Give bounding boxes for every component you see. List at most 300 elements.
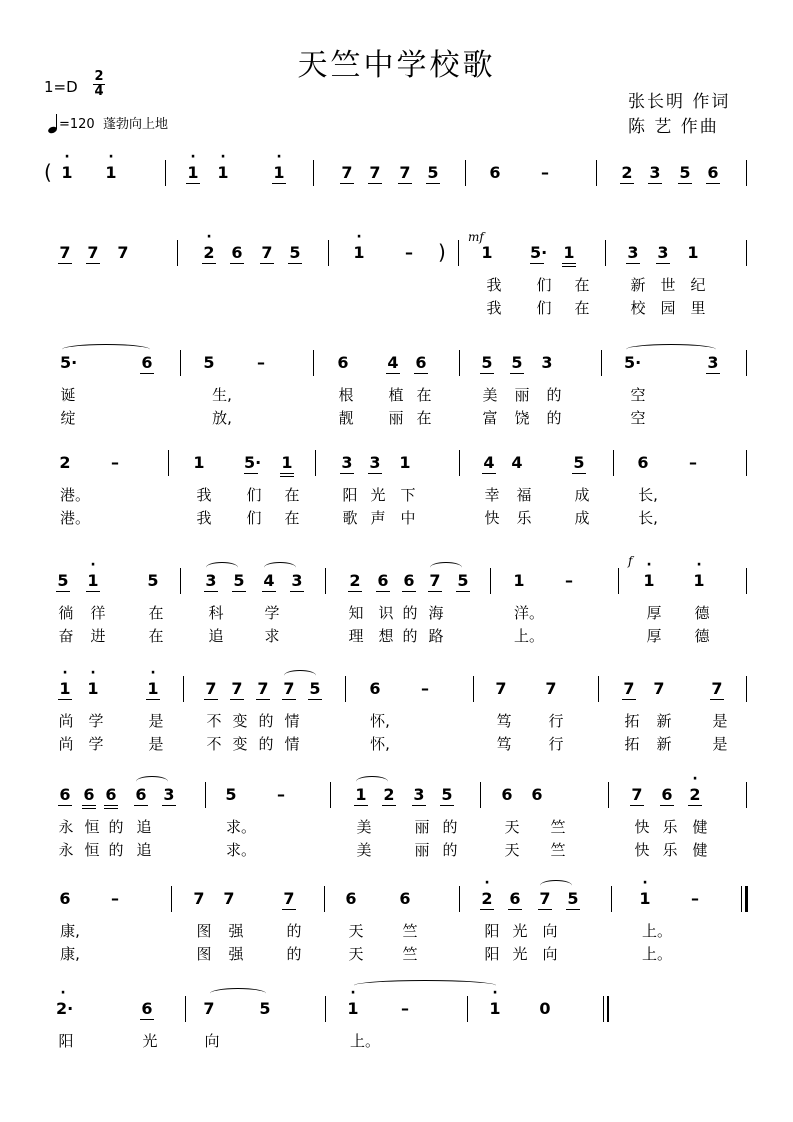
note: – (541, 163, 549, 182)
lyric-verse-2: 路 (428, 627, 444, 645)
note: · 1 (692, 571, 706, 590)
lyric-verse-1: 我 (196, 486, 212, 504)
lyric-verse-1: 行 (548, 712, 564, 730)
lyric-verse-1: 的 (286, 922, 302, 940)
note: 5· (624, 353, 642, 372)
lyric-verse-2: 美 (356, 841, 372, 859)
note: 5 (457, 571, 469, 590)
lyric-verse-2: 丽 (414, 841, 430, 859)
note: 6 (141, 353, 153, 372)
lyric-verse-2: 丽 (388, 409, 404, 427)
note: 7 (429, 571, 441, 590)
lyric-verse-1: 是 (712, 712, 728, 730)
note: 4 (511, 453, 523, 472)
note: 6 (59, 889, 71, 908)
note: 3 (707, 353, 719, 372)
lyric-verse-2: 校 (630, 299, 646, 317)
slur (284, 670, 316, 681)
note: 6 (135, 785, 147, 804)
repeat-end-bar (741, 886, 742, 912)
note: 5 (259, 999, 271, 1018)
slur (206, 562, 238, 573)
barline (611, 886, 612, 912)
lyric-verse-1: 幸 (484, 486, 500, 504)
slur (136, 776, 168, 787)
note: 1 (481, 243, 493, 262)
barline (746, 350, 747, 376)
slur (264, 562, 296, 573)
note: 5 (481, 353, 493, 372)
note: 6 (231, 243, 243, 262)
repeat-paren-open: ( (44, 160, 52, 184)
barline (324, 886, 325, 912)
lyric-verse-2: 饶 (514, 409, 530, 427)
note: 7 (193, 889, 205, 908)
lyric-verse-1: 港。 (60, 486, 91, 504)
lyric-verse-1: 光 (370, 486, 386, 504)
lyric-verse-1: 徉 (90, 604, 106, 622)
slur (210, 988, 266, 999)
barline (746, 240, 747, 266)
lyric-verse-2: 声 (370, 509, 386, 527)
barline (185, 996, 186, 1022)
note: 3 (649, 163, 661, 182)
lyric-verse-2: 想 (378, 627, 394, 645)
barline (313, 350, 314, 376)
lyric-verse-1: 海 (428, 604, 444, 622)
note: 6 (501, 785, 513, 804)
lyric-verse-2: 尚 (58, 735, 74, 753)
dynamic-mf: mf (468, 230, 484, 244)
lyric-verse-2: 我 (486, 299, 502, 317)
lyric-verse-2: 们 (536, 299, 552, 317)
lyric-verse-1: 尚 (58, 712, 74, 730)
note: 3 (657, 243, 669, 262)
note: 3 (341, 453, 353, 472)
lyric-verse-2: 中 (400, 509, 416, 527)
note: · 1 (186, 163, 200, 182)
note: 1 (563, 243, 575, 262)
lyric-verse-1: 美 (482, 386, 498, 404)
lyric-verse-1: 阳 (342, 486, 358, 504)
note: 5 (567, 889, 579, 908)
lyric-verse-2: 乐 (662, 841, 678, 859)
score-row (0, 782, 793, 892)
barline (345, 676, 346, 702)
lyric-verse-1: 变 (232, 712, 248, 730)
note: 1 (399, 453, 411, 472)
lyric-verse-1: 厚 (646, 604, 662, 622)
note: 1 (687, 243, 699, 262)
lyric-verse-2: 的 (442, 841, 458, 859)
lyric-verse-2: 歌 (342, 509, 358, 527)
lyric-verse-1: 健 (692, 818, 708, 836)
lyric-verse-1: 诞 (60, 386, 76, 404)
lyric-verse-1: 拓 (624, 712, 640, 730)
lyric-verse-2: 长, (638, 509, 658, 527)
barline (605, 240, 606, 266)
barline (328, 240, 329, 266)
lyric-verse-1: 快 (634, 818, 650, 836)
barline (325, 568, 326, 594)
note: 7 (341, 163, 353, 182)
note: 5 (203, 353, 215, 372)
lyric-verse-1: 阳 (484, 922, 500, 940)
note: 6 (105, 785, 117, 804)
song-title: 天竺中学校歌 (297, 48, 496, 83)
note: · 2 (480, 889, 494, 908)
lyric-verse-2: 新 (656, 735, 672, 753)
lyric-verse-2: 里 (690, 299, 706, 317)
barline (601, 350, 602, 376)
note: – (689, 453, 697, 472)
lyric-verse-1: 空 (630, 386, 646, 404)
barline (180, 350, 181, 376)
lyric-verse-1: 永 (58, 818, 74, 836)
lyric-verse-2: 快 (634, 841, 650, 859)
barline (480, 782, 481, 808)
lyric-verse-1: 长, (638, 486, 658, 504)
note: · 1 (642, 571, 656, 590)
lyric-verse-2: 竺 (402, 945, 418, 963)
note: 5· (530, 243, 548, 262)
key-signature: 1=D (44, 78, 78, 96)
lyric-verse-1: 植 (388, 386, 404, 404)
note: · 2 (688, 785, 702, 804)
score-row (0, 568, 793, 678)
barline (171, 886, 172, 912)
note: 5· (244, 453, 262, 472)
lyric-verse-2: 上。 (514, 627, 545, 645)
lyric-verse-2: 富 (482, 409, 498, 427)
barline (746, 676, 747, 702)
lyric-verse-1: 的 (108, 818, 124, 836)
lyric-verse-2: 放, (212, 409, 232, 427)
lyric-verse-2: 不 (206, 735, 222, 753)
note: 6 (83, 785, 95, 804)
note: 5 (441, 785, 453, 804)
lyric-verse-2: 追 (136, 841, 152, 859)
quarter-note-icon (47, 126, 58, 135)
barline (490, 568, 491, 594)
lyric-verse-2: 港。 (60, 509, 91, 527)
barline (459, 450, 460, 476)
lyric-verse-1: 的 (402, 604, 418, 622)
note: 5 (511, 353, 523, 372)
note: 7 (369, 163, 381, 182)
note: 7 (87, 243, 99, 262)
lyric-verse-2: 我 (196, 509, 212, 527)
note: 3 (627, 243, 639, 262)
slur (540, 880, 572, 891)
note: 3 (413, 785, 425, 804)
lyric-verse-2: 快 (484, 509, 500, 527)
lyric-verse-2: 在 (574, 299, 590, 317)
barline (746, 450, 747, 476)
lyricist: 张长明 作词 (628, 92, 731, 112)
lyric-verse-2: 的 (546, 409, 562, 427)
dynamic-f: f (628, 554, 633, 568)
lyric-verse-1: 恒 (84, 818, 100, 836)
note: 6 (337, 353, 349, 372)
meter-top: 2 (94, 69, 104, 84)
lyric-verse-2: 理 (348, 627, 364, 645)
lyric-verse-1: 上。 (642, 922, 673, 940)
note: 5 (679, 163, 691, 182)
lyric-verse-1: 强 (228, 922, 244, 940)
score-row (0, 240, 793, 350)
note: 7 (283, 889, 295, 908)
note: 7 (495, 679, 507, 698)
barline (458, 240, 459, 266)
note: – (277, 785, 285, 804)
note: 7 (257, 679, 269, 698)
barline (315, 450, 316, 476)
lyric-verse-1: 向 (542, 922, 558, 940)
lyric-verse-1: 是 (148, 712, 164, 730)
barline (165, 160, 166, 186)
note: 7 (545, 679, 557, 698)
lyric-verse-2: 在 (416, 409, 432, 427)
note: 5 (289, 243, 301, 262)
repeat-end-bar-thick (745, 886, 748, 912)
barline (746, 568, 747, 594)
lyric-verse-1: 光 (512, 922, 528, 940)
lyric-verse-1: 下 (400, 486, 416, 504)
lyric-verse-2: 学 (88, 735, 104, 753)
slur (62, 344, 150, 355)
note: · 1 (216, 163, 230, 182)
lyric-verse-2: 的 (258, 735, 274, 753)
note: · 1 (638, 889, 652, 908)
note: 1 (193, 453, 205, 472)
note: · 2· (56, 999, 70, 1018)
note: – (405, 243, 413, 262)
note: 1 (281, 453, 293, 472)
barline (465, 160, 466, 186)
lyric-verse-2: 向 (542, 945, 558, 963)
lyric-verse-1: 学 (88, 712, 104, 730)
note: 7 (205, 679, 217, 698)
note: · 1 (346, 999, 360, 1018)
lyric-verse-1: 笃 (496, 712, 512, 730)
lyric-verse-2: 的 (108, 841, 124, 859)
barline (177, 240, 178, 266)
barline (746, 160, 747, 186)
lyric-verse-2: 变 (232, 735, 248, 753)
note: – (257, 353, 265, 372)
note: 3 (369, 453, 381, 472)
lyric-verse-2: 上。 (642, 945, 673, 963)
note: 2 (349, 571, 361, 590)
lyric-verse-1: 丽 (514, 386, 530, 404)
meter-bottom: 4 (94, 84, 104, 99)
composer: 陈 艺 作曲 (628, 117, 719, 137)
note: 7 (399, 163, 411, 182)
lyric-verse-2: 拓 (624, 735, 640, 753)
barline (459, 886, 460, 912)
score-row (0, 350, 793, 460)
note: 7 (653, 679, 665, 698)
note: 5 (225, 785, 237, 804)
note: 7 (59, 243, 71, 262)
lyric-verse-1: 竺 (550, 818, 566, 836)
note: 2 (383, 785, 395, 804)
lyric-verse-1: 生, (212, 386, 232, 404)
lyric-verse-1: 康, (60, 922, 80, 940)
lyric-verse-1: 我 (486, 276, 502, 294)
lyric-verse-1: 们 (246, 486, 262, 504)
barline (613, 450, 614, 476)
note: – (421, 679, 429, 698)
lyric-verse-2: 求。 (226, 841, 257, 859)
barline (325, 996, 326, 1022)
note: 3 (205, 571, 217, 590)
barline (608, 782, 609, 808)
note: 6 (59, 785, 71, 804)
note: 5 (427, 163, 439, 182)
lyric-verse-2: 永 (58, 841, 74, 859)
note: 1 (355, 785, 367, 804)
lyric-verse-1: 根 (338, 386, 354, 404)
tempo-bpm: =120 (59, 117, 95, 132)
note: · 1 (104, 163, 118, 182)
barline (467, 996, 468, 1022)
note: 6 (509, 889, 521, 908)
note: · 1 (488, 999, 502, 1018)
lyric-verse-2: 是 (148, 735, 164, 753)
lyric-verse-1: 向 (204, 1032, 220, 1050)
lyric-verse-2: 是 (712, 735, 728, 753)
note: · 1 (86, 571, 100, 590)
lyric-verse-2: 求 (264, 627, 280, 645)
note: 7 (261, 243, 273, 262)
barline (180, 568, 181, 594)
note: 4 (263, 571, 275, 590)
note: 5 (57, 571, 69, 590)
note: 6 (531, 785, 543, 804)
note: 6 (345, 889, 357, 908)
lyric-verse-2: 笃 (496, 735, 512, 753)
note: 6 (415, 353, 427, 372)
note: · 2 (202, 243, 216, 262)
slur (430, 562, 462, 573)
note: 6 (369, 679, 381, 698)
note: · 1 (86, 679, 100, 698)
note: 5 (309, 679, 321, 698)
lyric-verse-2: 们 (246, 509, 262, 527)
barline (183, 676, 184, 702)
lyric-verse-1: 识 (378, 604, 394, 622)
lyric-verse-2: 怀, (370, 735, 390, 753)
tempo-marking (48, 113, 168, 133)
note: 1 (513, 571, 525, 590)
note: 7 (711, 679, 723, 698)
note: · 1 (352, 243, 366, 262)
note: 7 (203, 999, 215, 1018)
note: 4 (483, 453, 495, 472)
lyric-verse-1: 科 (208, 604, 224, 622)
note: 6 (637, 453, 649, 472)
barline (598, 676, 599, 702)
lyric-verse-2: 行 (548, 735, 564, 753)
lyric-verse-2: 的 (402, 627, 418, 645)
note: 5 (573, 453, 585, 472)
lyric-verse-2: 强 (228, 945, 244, 963)
lyric-verse-2: 绽 (60, 409, 76, 427)
lyric-verse-1: 天 (348, 922, 364, 940)
note: 7 (623, 679, 635, 698)
note: 6 (399, 889, 411, 908)
note: 7 (539, 889, 551, 908)
barline (618, 568, 619, 594)
lyric-verse-1: 新 (630, 276, 646, 294)
lyric-verse-1: 美 (356, 818, 372, 836)
note: 5 (147, 571, 159, 590)
lyric-verse-1: 在 (284, 486, 300, 504)
note: 6 (141, 999, 153, 1018)
note: 6 (707, 163, 719, 182)
lyric-verse-2: 康, (60, 945, 80, 963)
note: 2 (621, 163, 633, 182)
lyric-verse-2: 恒 (84, 841, 100, 859)
repeat-paren-close: ) (438, 240, 446, 264)
lyric-verse-1: 光 (142, 1032, 158, 1050)
note: 0 (539, 999, 551, 1018)
lyric-verse-2: 在 (148, 627, 164, 645)
lyric-verse-1: 不 (206, 712, 222, 730)
note: 7 (117, 243, 129, 262)
lyric-verse-2: 追 (208, 627, 224, 645)
lyric-verse-2: 光 (512, 945, 528, 963)
credits (628, 90, 730, 140)
barline (596, 160, 597, 186)
lyric-verse-2: 天 (348, 945, 364, 963)
lyric-verse-2: 天 (504, 841, 520, 859)
note: 7 (231, 679, 243, 698)
note: 6 (377, 571, 389, 590)
score-row (0, 676, 793, 786)
lyric-verse-2: 成 (574, 509, 590, 527)
lyric-verse-1: 们 (536, 276, 552, 294)
lyric-verse-1: 丽 (414, 818, 430, 836)
note: 6 (403, 571, 415, 590)
note: 7 (631, 785, 643, 804)
barline (473, 676, 474, 702)
note: 7 (283, 679, 295, 698)
tempo-expression: 蓬勃向上地 (102, 117, 168, 132)
lyric-verse-2: 图 (196, 945, 212, 963)
lyric-verse-1: 的 (546, 386, 562, 404)
note: – (111, 889, 119, 908)
note: · 1 (60, 163, 74, 182)
lyric-verse-2: 靓 (338, 409, 354, 427)
lyric-verse-1: 的 (258, 712, 274, 730)
barline (168, 450, 169, 476)
barline (330, 782, 331, 808)
lyric-verse-1: 成 (574, 486, 590, 504)
slur (356, 776, 388, 787)
note: · 1 (146, 679, 160, 698)
lyric-verse-1: 徜 (58, 604, 74, 622)
lyric-verse-1: 在 (574, 276, 590, 294)
lyric-verse-1: 洋。 (514, 604, 545, 622)
final-bar-thick (607, 996, 609, 1022)
lyric-verse-1: 怀, (370, 712, 390, 730)
lyric-verse-1: 追 (136, 818, 152, 836)
note: 4 (387, 353, 399, 372)
note: 5· (60, 353, 78, 372)
